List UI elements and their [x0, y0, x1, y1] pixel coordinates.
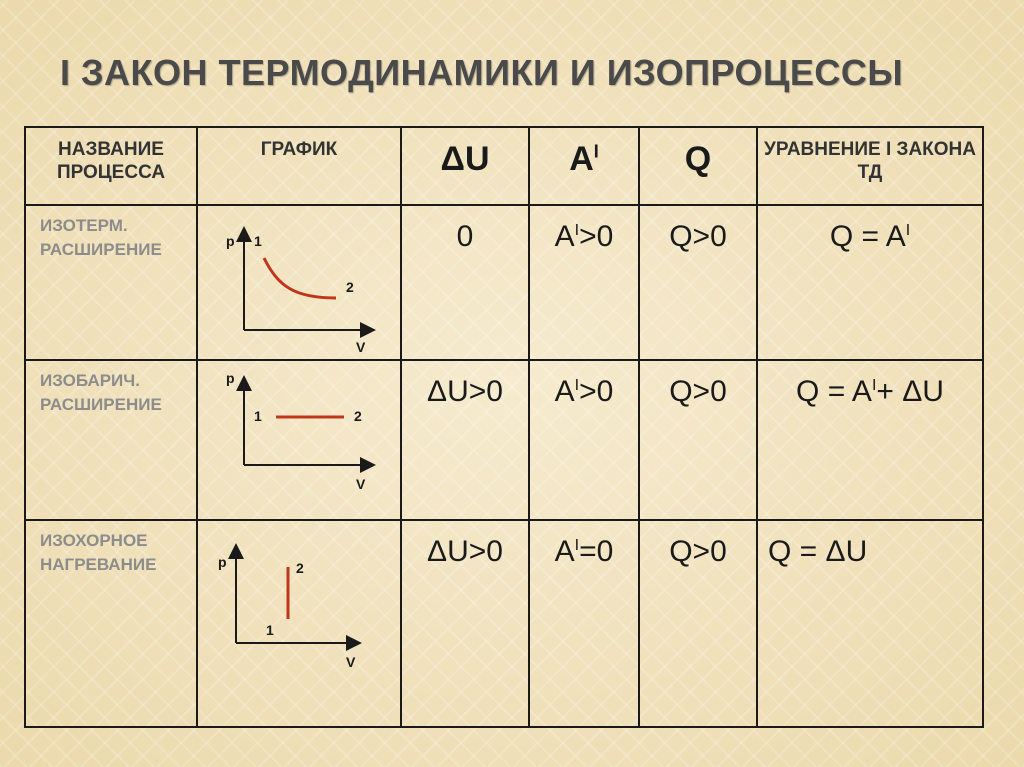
table-row: [25, 205, 983, 360]
delta-u-value: ΔU>0: [427, 535, 503, 568]
isobar-graph: [198, 361, 402, 519]
point-1-label: 1: [254, 408, 262, 424]
header-q-cell: [639, 127, 757, 205]
heat-value: Q>0: [669, 535, 727, 568]
equation-value: $Q = A^I+ \Delta U$: [796, 375, 944, 408]
x-label: V: [356, 476, 366, 492]
header-equation-cell: [757, 127, 983, 205]
y-label: p: [226, 233, 235, 249]
equation-value: $Q = A^I$: [829, 220, 911, 253]
point-1-label: 1: [266, 622, 274, 638]
header-q: Q: [684, 140, 712, 178]
y-label: p: [226, 370, 235, 386]
x-label: V: [356, 339, 366, 355]
header-graph: ГРАФИК: [260, 139, 338, 160]
work-value: $A^I=0$: [554, 535, 614, 568]
point-2-label: 2: [354, 408, 362, 424]
header-name: НАЗВАНИЕ ПРОЦЕССА: [56, 139, 166, 183]
delta-u-value: 0: [456, 220, 474, 253]
process-name: ИЗОБАРИЧ. РАСШИРЕНИЕ: [40, 371, 162, 414]
header-du: ΔU: [440, 140, 490, 178]
header-du-cell: [401, 127, 529, 205]
work-value: $A^I>0$: [554, 220, 614, 253]
table-header-row: [25, 127, 983, 205]
x-label: V: [346, 654, 356, 670]
graph-cell: [197, 360, 401, 520]
point-2-label: 2: [296, 560, 304, 576]
process-name: ИЗОТЕРМ. РАСШИРЕНИЕ: [40, 216, 162, 259]
header-a: $A^I$: [569, 140, 599, 178]
equation-value: Q = ΔU: [768, 535, 868, 568]
point-1-label: 1: [254, 233, 262, 249]
header-equation: УРАВНЕНИЕ I ЗАКОНА ТД: [764, 139, 976, 183]
isotherm-graph: [198, 206, 402, 359]
header-graph-cell: [197, 127, 401, 205]
header-name-cell: [25, 127, 197, 205]
point-2-label: 2: [346, 279, 354, 295]
table-row: [25, 520, 983, 727]
thermo-table: [24, 126, 984, 728]
heat-value: Q>0: [669, 220, 727, 253]
delta-u-value: ΔU>0: [427, 375, 503, 408]
header-a-cell: [529, 127, 639, 205]
process-name: ИЗОХОРНОЕ НАГРЕВАНИЕ: [40, 531, 157, 574]
graph-cell: [197, 520, 401, 727]
work-value: $A^I>0$: [554, 375, 614, 408]
isochore-graph: [198, 521, 402, 726]
table-row: [25, 360, 983, 520]
graph-cell: [197, 205, 401, 360]
isotherm-curve: [264, 258, 336, 298]
y-label: p: [218, 554, 227, 570]
heat-value: Q>0: [669, 375, 727, 408]
slide-title: I ЗАКОН ТЕРМОДИНАМИКИ И ИЗОПРОЦЕССЫ: [60, 52, 904, 93]
